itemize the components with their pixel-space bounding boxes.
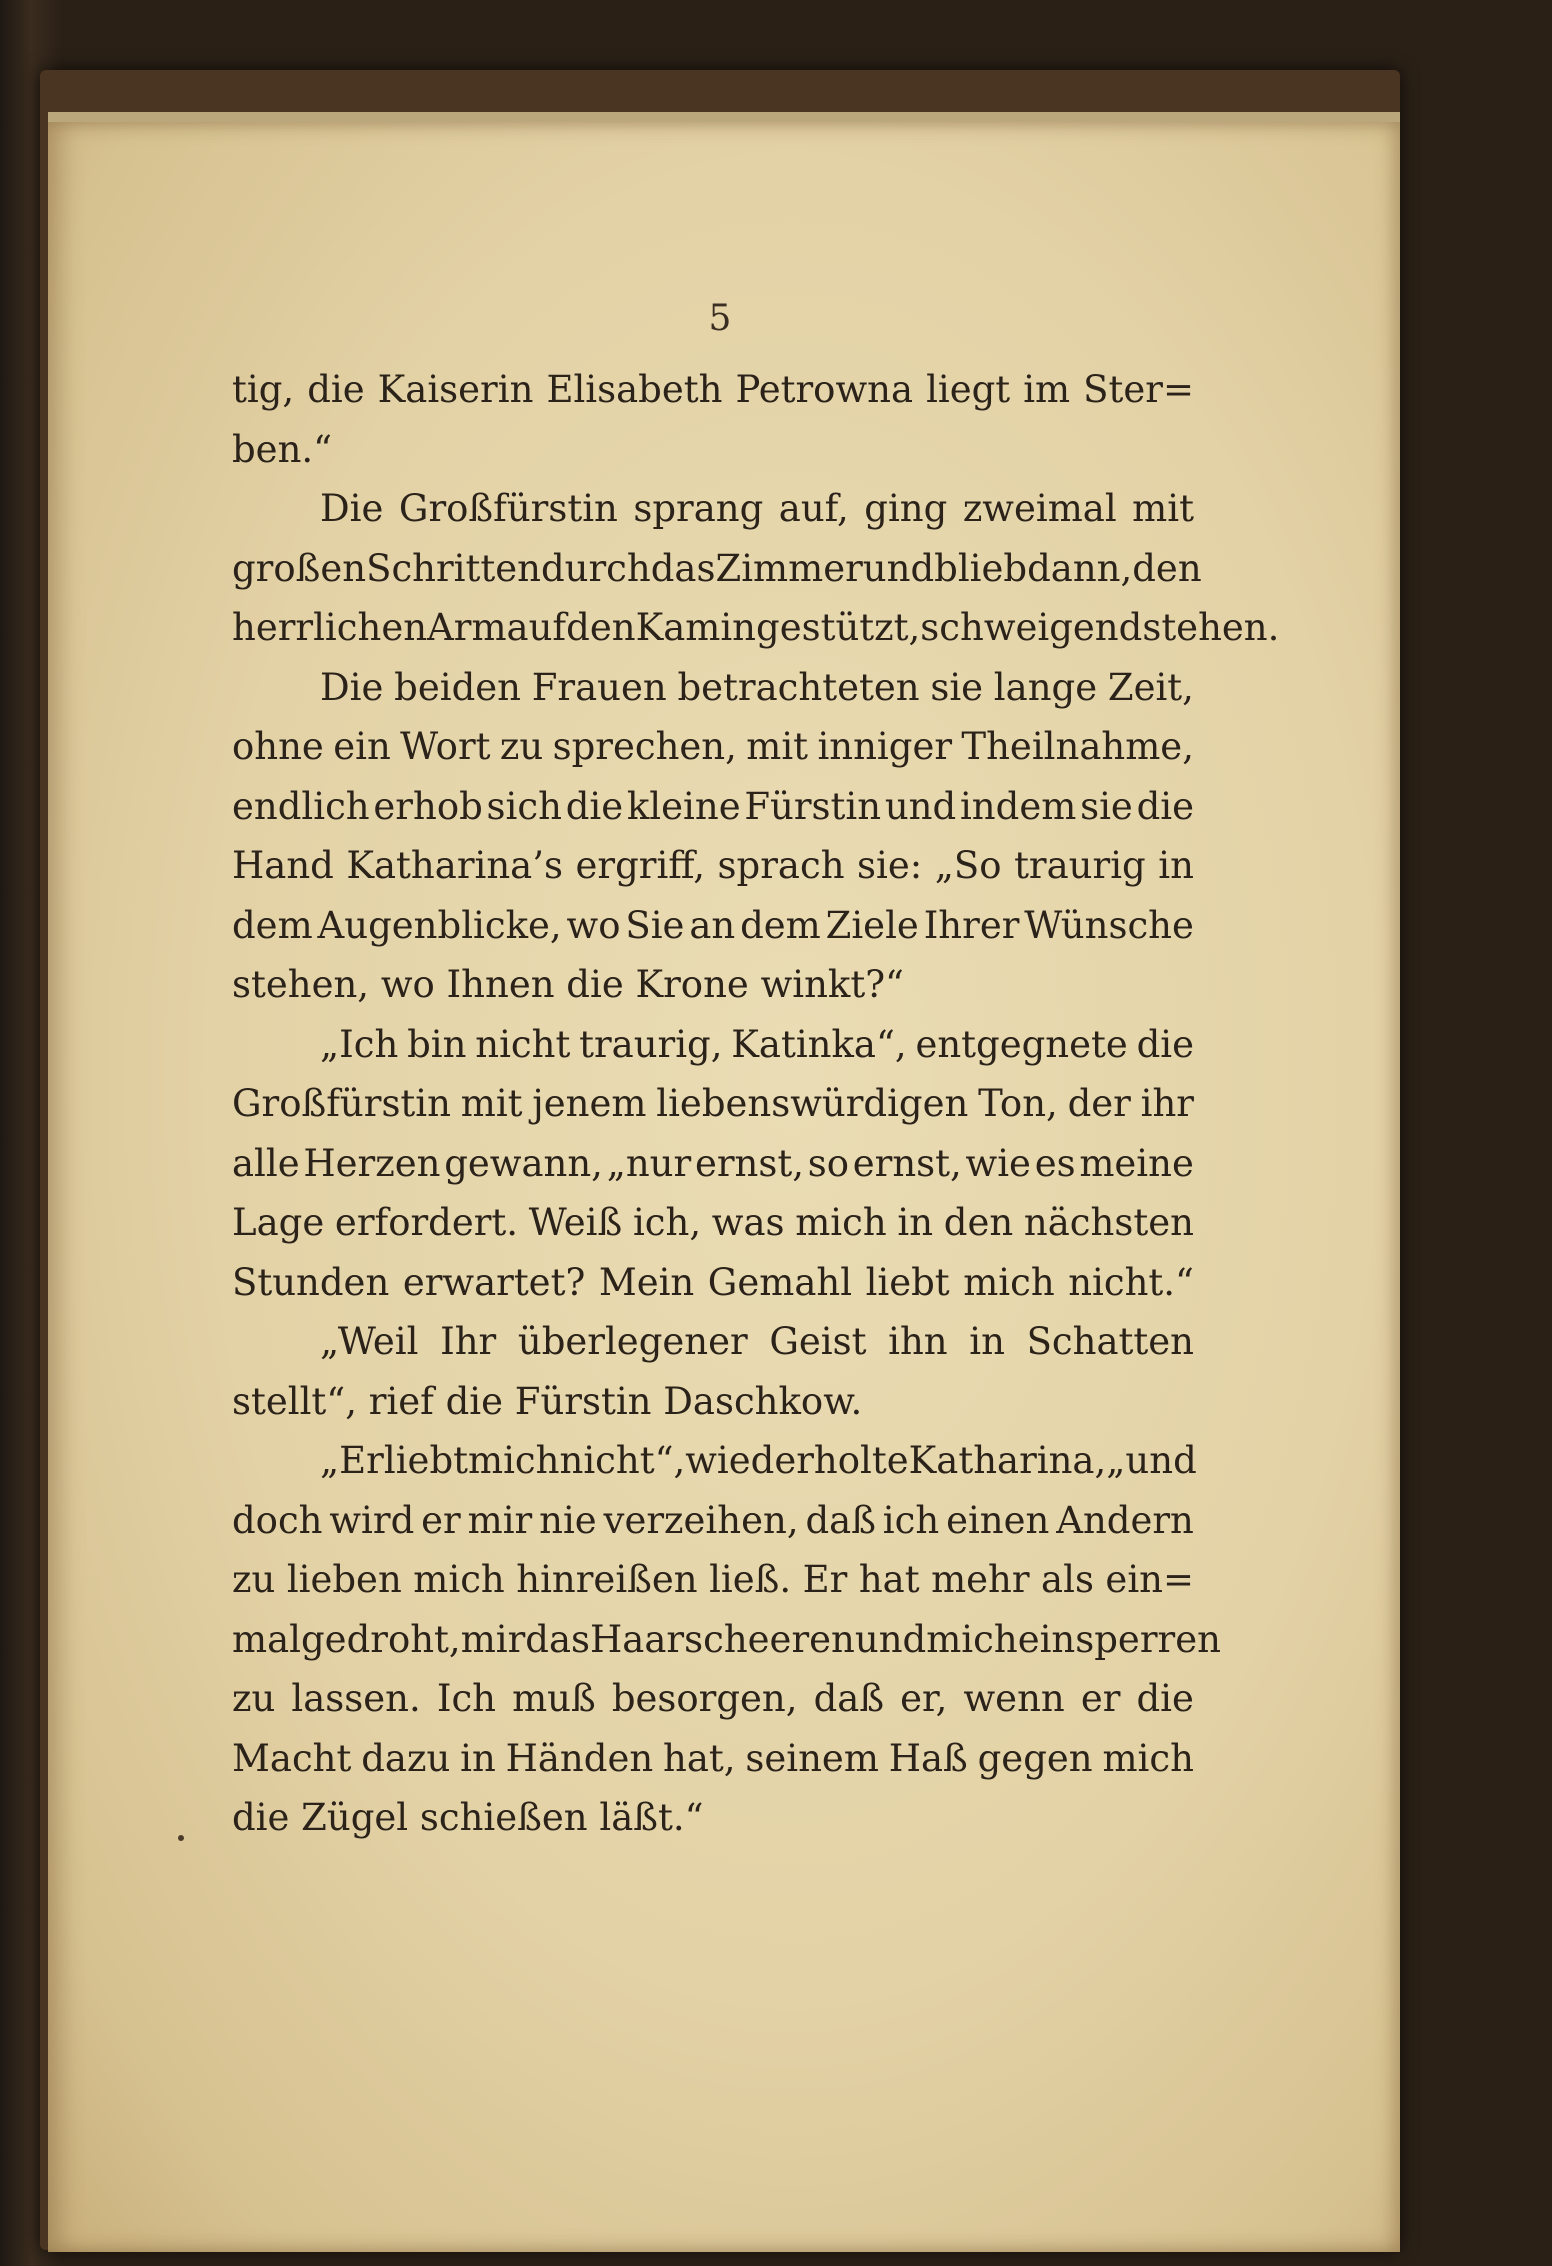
- text-word: Katharina,: [908, 1439, 1107, 1482]
- text-line: [232, 1491, 1194, 1551]
- text-word: Er: [802, 1558, 848, 1601]
- text-word: „nur: [606, 1141, 692, 1185]
- text-word: mich: [963, 1260, 1055, 1304]
- text-line: [232, 1669, 1194, 1729]
- text-word: ließ.: [709, 1558, 792, 1601]
- text-word: zweimal: [962, 487, 1117, 530]
- text-word: Theilnahme,: [961, 725, 1194, 768]
- text-word: liegt: [926, 368, 1011, 411]
- text-word: meine: [1079, 1141, 1194, 1185]
- text-word: an: [689, 903, 736, 947]
- text-word: Großfürstin: [398, 487, 618, 530]
- text-word: er,: [900, 1677, 948, 1720]
- text-line: [232, 1074, 1194, 1134]
- text-word: Frauen: [531, 665, 667, 709]
- text-word: und: [862, 546, 935, 590]
- text-word: sie: [930, 665, 984, 709]
- text-word: nächsten: [1023, 1201, 1194, 1244]
- text-word: Lage: [232, 1201, 325, 1244]
- text-word: Schritten: [366, 546, 541, 590]
- text-word: erhob: [373, 784, 483, 828]
- text-word: sprach: [717, 844, 845, 887]
- text-word: er: [421, 1498, 461, 1542]
- text-word: mich: [795, 1201, 887, 1244]
- text-word: sich: [486, 784, 562, 828]
- text-line: [232, 836, 1194, 896]
- text-word: die: [1136, 784, 1194, 828]
- text-line: [232, 658, 1194, 718]
- text-word: Katharina’s: [346, 844, 563, 887]
- text-word: Geist: [769, 1320, 867, 1363]
- text-word: Ziele: [825, 903, 919, 947]
- text-word: den: [1132, 546, 1202, 590]
- text-word: schweigend: [920, 606, 1143, 649]
- text-line: [232, 539, 1202, 599]
- text-word: stehen.: [1142, 606, 1280, 649]
- text-word: liebt: [865, 1260, 950, 1304]
- text-word: entgegnete: [915, 1022, 1128, 1066]
- text-word: tig,: [232, 368, 295, 411]
- text-word: im: [1023, 368, 1071, 411]
- page-number: 5: [708, 298, 732, 339]
- text-word: seinem: [745, 1736, 879, 1780]
- text-word: als: [1041, 1558, 1094, 1601]
- text-word: muß: [512, 1677, 596, 1720]
- text-line: [232, 1550, 1194, 1610]
- text-line: [232, 598, 1280, 658]
- text-word: dann,: [1027, 546, 1133, 590]
- text-word: hat,: [663, 1736, 736, 1780]
- text-word: einen: [946, 1498, 1050, 1542]
- text-word: Die: [320, 487, 384, 530]
- text-word: Mein: [598, 1260, 695, 1304]
- text-word: gedroht,: [300, 1617, 461, 1661]
- text-word: die: [307, 368, 365, 411]
- text-word: liebenswürdigen: [656, 1082, 969, 1125]
- text-line: ben.“: [232, 427, 333, 471]
- text-word: liebt: [383, 1439, 468, 1482]
- text-word: lieben: [286, 1558, 402, 1601]
- text-word: alle: [232, 1141, 300, 1185]
- text-word: Kamin: [635, 606, 757, 649]
- body-text: [232, 360, 1280, 1848]
- text-word: gegen: [977, 1736, 1093, 1780]
- text-word: Katinka“,: [731, 1022, 907, 1066]
- ink-speck: [178, 1835, 184, 1841]
- text-word: ernst,: [852, 1141, 962, 1185]
- text-word: Arm: [427, 606, 507, 649]
- text-word: ich,: [632, 1201, 702, 1244]
- text-word: dem: [232, 903, 313, 947]
- text-word: Ihrer: [923, 903, 1020, 947]
- text-word: nie: [539, 1498, 597, 1542]
- text-word: daß: [805, 1498, 876, 1542]
- text-word: mit: [1132, 487, 1194, 530]
- text-word: kleine: [626, 784, 741, 828]
- text-word: auf,: [778, 487, 849, 530]
- text-word: indem: [959, 784, 1077, 828]
- text-word: Ster=: [1083, 368, 1194, 411]
- text-word: und: [884, 784, 957, 828]
- text-line: [232, 1253, 1194, 1313]
- text-word: zu: [499, 725, 544, 768]
- text-word: Weiß: [528, 1201, 623, 1244]
- text-word: und: [854, 1617, 927, 1661]
- text-word: auf: [506, 606, 567, 649]
- text-word: den: [566, 606, 636, 649]
- text-word: Augenblicke,: [317, 903, 562, 947]
- text-line: stellt“, rief die Fürstin Daschkow.: [232, 1379, 863, 1423]
- text-word: in: [969, 1320, 1005, 1363]
- text-word: sprang: [633, 487, 764, 530]
- text-word: nicht“,: [559, 1439, 686, 1482]
- text-word: mich: [413, 1558, 505, 1601]
- text-word: Großfürstin: [232, 1082, 451, 1125]
- text-word: bin: [407, 1022, 467, 1066]
- text-word: Herzen: [303, 1141, 441, 1185]
- text-line: stehen, wo Ihnen die Krone winkt?“: [232, 963, 904, 1006]
- text-word: mich: [1102, 1736, 1194, 1780]
- text-word: gestützt,: [756, 606, 921, 649]
- text-word: jenem: [532, 1082, 647, 1125]
- text-word: Wünsche: [1024, 903, 1194, 947]
- text-word: mich: [468, 1439, 560, 1482]
- text-word: Macht: [232, 1736, 352, 1780]
- text-word: Gemahl: [707, 1260, 853, 1304]
- text-word: gewann,: [444, 1141, 603, 1185]
- text-word: die: [1136, 1022, 1194, 1066]
- text-word: ein=: [1105, 1558, 1194, 1601]
- text-word: erfordert.: [334, 1201, 519, 1244]
- text-word: der: [1067, 1082, 1131, 1125]
- text-word: so: [807, 1141, 849, 1185]
- text-word: wiederholte: [685, 1439, 909, 1482]
- text-word: beiden: [394, 665, 521, 709]
- text-word: daß: [813, 1677, 885, 1720]
- text-word: mir: [467, 1498, 533, 1542]
- text-word: durch: [540, 546, 651, 590]
- text-word: Haß: [888, 1736, 968, 1780]
- text-word: ich: [882, 1498, 940, 1542]
- text-word: wird: [329, 1498, 415, 1542]
- text-word: sprechen,: [552, 725, 737, 768]
- text-word: wo: [566, 903, 621, 947]
- text-word: ihr: [1140, 1082, 1194, 1125]
- text-word: Zeit,: [1107, 665, 1194, 709]
- text-word: Kaiserin: [377, 368, 534, 411]
- text-word: blieb: [934, 546, 1028, 590]
- text-word: er: [1080, 1677, 1121, 1720]
- text-line: [232, 1729, 1194, 1789]
- text-word: ernst,: [694, 1141, 804, 1185]
- text-word: zu: [232, 1677, 276, 1720]
- text-line: [232, 1193, 1194, 1253]
- text-word: in: [460, 1736, 496, 1780]
- text-word: wenn: [963, 1677, 1065, 1720]
- text-word: die: [1136, 1677, 1194, 1720]
- text-word: mit: [460, 1082, 523, 1125]
- text-word: „und: [1106, 1439, 1197, 1482]
- text-word: Schatten: [1026, 1320, 1194, 1363]
- text-word: „Ich: [320, 1022, 399, 1066]
- text-word: Sie: [625, 903, 685, 947]
- text-line: [232, 360, 1194, 420]
- text-word: „Weil: [320, 1320, 419, 1363]
- text-word: mir: [460, 1617, 526, 1661]
- text-word: ein: [333, 725, 391, 768]
- text-word: Stunden: [232, 1260, 390, 1304]
- text-line: [232, 479, 1194, 539]
- text-word: lange: [993, 665, 1098, 709]
- text-word: nicht: [475, 1022, 571, 1066]
- text-word: traurig,: [579, 1022, 723, 1066]
- text-word: Hand: [232, 844, 334, 887]
- text-word: dem: [740, 903, 821, 947]
- text-word: mit: [746, 725, 809, 768]
- text-word: wie: [965, 1141, 1031, 1185]
- text-word: Fürstin: [744, 784, 882, 828]
- text-word: lassen.: [291, 1677, 421, 1720]
- text-word: „So: [934, 844, 1002, 887]
- text-word: endlich: [232, 784, 370, 828]
- text-word: Ich: [436, 1677, 497, 1720]
- text-word: mehr: [931, 1558, 1030, 1601]
- text-word: mich: [926, 1617, 1018, 1661]
- text-word: besorgen,: [611, 1677, 798, 1720]
- text-word: ging: [864, 487, 948, 530]
- text-word: betrachteten: [677, 665, 920, 709]
- text-word: überlegener: [517, 1320, 748, 1363]
- text-line: [232, 896, 1194, 956]
- text-word: scheeren: [684, 1617, 855, 1661]
- text-word: erwartet?: [402, 1260, 586, 1304]
- text-word: mal: [232, 1617, 301, 1661]
- text-word: „Er: [320, 1439, 384, 1482]
- text-word: in: [897, 1201, 934, 1244]
- text-word: die: [565, 784, 624, 828]
- text-word: Ihr: [440, 1320, 497, 1363]
- text-word: Händen: [505, 1736, 654, 1780]
- text-word: dazu: [361, 1736, 451, 1780]
- text-word: Zimmer: [715, 546, 863, 590]
- text-word: den: [943, 1201, 1014, 1244]
- text-word: sie: [1080, 784, 1133, 828]
- text-word: sie:: [857, 844, 923, 887]
- text-line: [232, 717, 1194, 777]
- text-word: verzeihen,: [603, 1498, 799, 1542]
- text-word: doch: [232, 1498, 323, 1542]
- text-word: ergriff,: [575, 844, 706, 887]
- text-word: herrlichen: [232, 606, 428, 649]
- text-line: [232, 777, 1194, 837]
- text-word: zu: [232, 1558, 276, 1601]
- text-word: was: [711, 1201, 785, 1244]
- text-word: großen: [232, 546, 367, 590]
- text-line: [232, 1015, 1194, 1075]
- text-word: Die: [320, 665, 384, 709]
- text-word: hat: [858, 1558, 920, 1601]
- text-line: die Zügel schießen läßt.“: [232, 1796, 704, 1839]
- text-line: [232, 1610, 1221, 1670]
- text-word: Ton,: [978, 1082, 1058, 1125]
- text-word: Elisabeth: [546, 368, 723, 411]
- text-word: traurig: [1014, 844, 1146, 887]
- text-word: Andern: [1056, 1498, 1194, 1542]
- text-word: Petrowna: [735, 368, 914, 411]
- text-word: in: [1158, 844, 1194, 887]
- text-word: einsperren: [1017, 1617, 1221, 1661]
- text-word: inniger: [817, 725, 953, 768]
- text-line: [232, 1134, 1194, 1194]
- text-word: es: [1034, 1141, 1076, 1185]
- text-word: das: [650, 546, 716, 590]
- text-line: [232, 1431, 1197, 1491]
- text-word: Haar: [590, 1617, 685, 1661]
- text-word: ihn: [888, 1320, 948, 1363]
- text-line: [232, 1312, 1194, 1372]
- text-word: Wort: [400, 725, 491, 768]
- text-word: hinreißen: [516, 1558, 698, 1601]
- text-word: nicht.“: [1068, 1260, 1194, 1304]
- text-word: ohne: [232, 725, 324, 768]
- text-word: das: [525, 1617, 591, 1661]
